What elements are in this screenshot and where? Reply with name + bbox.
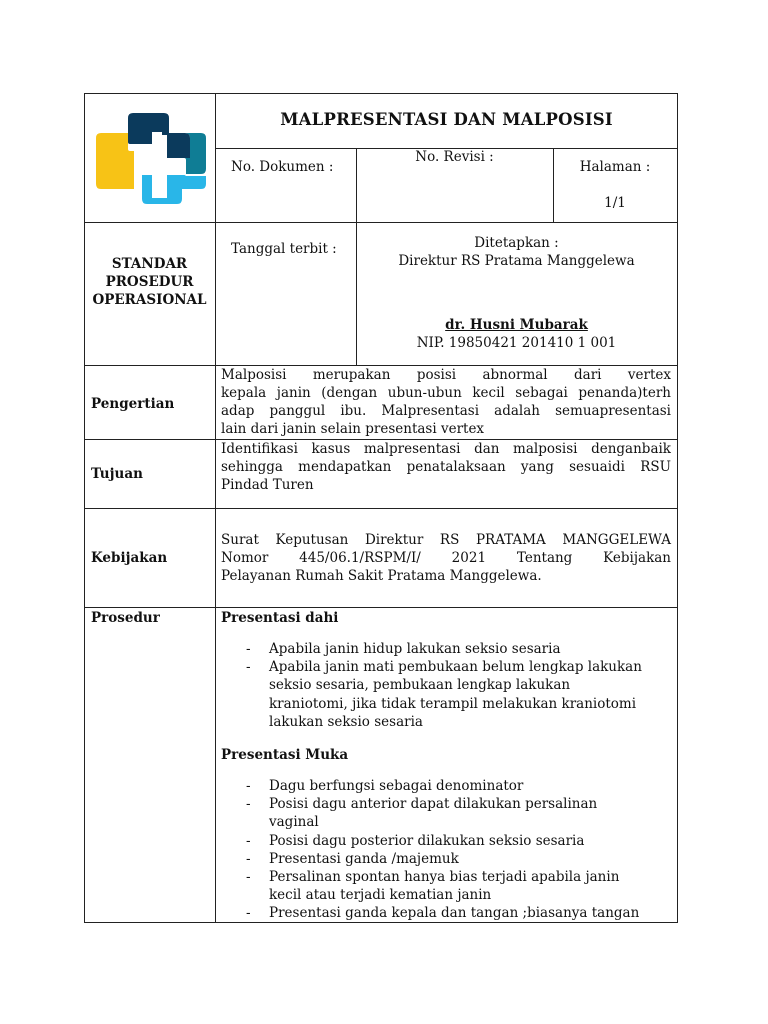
page-value: 1/1 <box>604 195 626 211</box>
tujuan-row-divider <box>84 508 678 509</box>
presentasi-dahi-list <box>221 640 649 731</box>
tujuan-line-3: Pindad Turen <box>221 477 314 493</box>
table-border-top <box>84 93 678 94</box>
prosedur-label: Prosedur <box>91 610 160 626</box>
sop-label-line3: OPERASIONAL <box>92 292 207 308</box>
approved-label: Ditetapkan : <box>474 235 559 251</box>
pengertian-line-3: adap panggul ibu. Malpresentasi adalah semuapresentasi <box>221 403 671 419</box>
sop-document <box>84 93 678 923</box>
document-title: MALPRESENTASI DAN MALPOSISI <box>280 110 613 129</box>
tujuan-label: Tujuan <box>91 466 143 482</box>
pengertian-line-2: kepala janin (dengan ubun-ubun kecil sebagai penanda)terh <box>221 385 671 401</box>
kebijakan-label: Kebijakan <box>91 550 168 566</box>
kebijakan-row-divider <box>84 607 678 608</box>
tujuan-line-1: Identifikasi kasus malpresentasi dan malposisi denganbaik <box>221 441 671 457</box>
sop-label-line1: STANDAR <box>111 256 188 272</box>
list-item: - Persalinan spontan hanya bias terjadi apabila janin kecil atau terjadi kematian janin <box>221 868 671 904</box>
issue-date-label: Tanggal terbit : <box>231 241 337 257</box>
list-item: - Posisi dagu anterior dapat dilakukan persalinan vaginal <box>221 795 671 831</box>
header-row-divider <box>84 222 678 223</box>
list-item: - Posisi dagu posterior dilakukan seksio sesaria <box>221 832 671 850</box>
doc-no-label: No. Dokumen : <box>231 159 334 175</box>
kebijakan-line-3: Pelayanan Rumah Sakit Pratama Manggelewa. <box>221 568 542 584</box>
page-label: Halaman : <box>579 159 651 175</box>
list-item: - Dagu berfungsi sebagai denominator <box>221 777 671 795</box>
sop-label-line2: PROSEDUR <box>105 274 194 290</box>
director-title: Direktur RS Pratama Manggelewa <box>398 253 635 269</box>
pengertian-line-1: Malposisi merupakan posisi abnormal dari vertex <box>221 367 671 383</box>
director-nip: NIP. 19850421 201410 1 001 <box>416 335 617 351</box>
medical-cross-logo-icon <box>94 102 208 206</box>
presentasi-muka-list <box>221 777 671 923</box>
director-name: dr. Husni Mubarak <box>445 317 588 333</box>
pengertian-label: Pengertian <box>91 396 175 412</box>
list-item: - Presentasi ganda /majemuk <box>221 850 671 868</box>
revision-label: No. Revisi : <box>415 149 494 165</box>
section-title-presentasi-muka: Presentasi Muka <box>221 747 349 763</box>
kebijakan-line-2: Nomor 445/06.1/RSPM/I/ 2021 Tentang Kebijakan <box>221 550 671 566</box>
list-item: - Apabila janin hidup lakukan seksio sesaria <box>221 640 649 658</box>
kebijakan-line-1: Surat Keputusan Direktur RS PRATAMA MANGGELEWA <box>221 532 671 548</box>
list-item: - Apabila janin mati pembukaan belum lengkap lakukan seksio sesaria, pembukaan lengkap lakukan kraniotomi, jika tidak terampil melakukan kraniotomi lakukan seksio sesaria <box>221 658 649 731</box>
section-title-presentasi-dahi: Presentasi dahi <box>221 610 339 626</box>
tujuan-line-2: sehingga mendapatkan penatalaksaan yang sesuaidi RSU <box>221 459 671 475</box>
pengertian-line-4: lain dari janin selain presentasi vertex <box>221 421 485 437</box>
list-item: - Presentasi ganda kepala dan tangan ;biasanya tangan <box>221 904 671 922</box>
